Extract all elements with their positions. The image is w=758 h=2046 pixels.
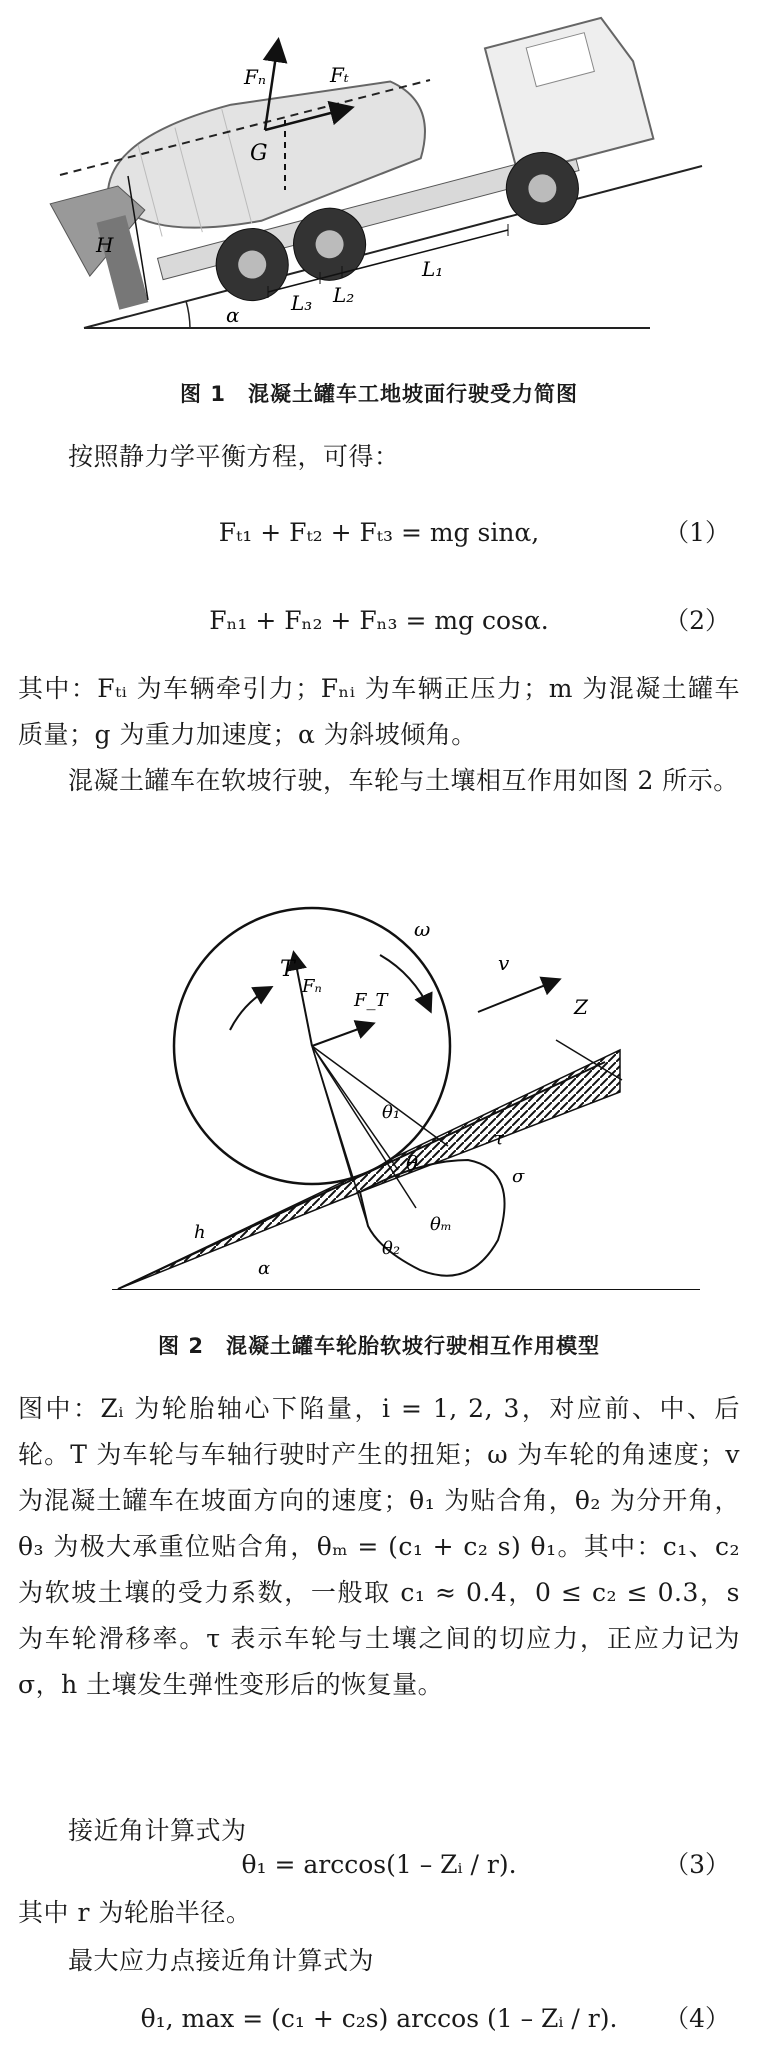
paragraph-4: 图中：Zᵢ 为轮胎轴心下陷量，i = 1, 2, 3，对应前、中、后轮。T 为车轮与车轴行驶时产生的扭矩；ω 为车轮的角速度；v 为混凝土罐车在坡面方向的速度；θ₁ 为贴合角，θ₂ 为分开角，θ₃ 为极大承重位贴合角，θₘ = (c₁ + c₂ s) θ₁。其中：c₁、c₂ 为软坡土壤的受力系数，一般取 c₁ ≈ 0.4，0 ≤ c₂ ≤ 0.3，s 为车轮滑移率。τ 表示车轮与土壤之间的切应力，正应力记为 σ，h 土壤发生弹性变形后的恢复量。 — [18, 1394, 740, 1699]
paragraph-3: 混凝土罐车在软坡行驶，车轮与土壤相互作用如图 2 所示。 — [68, 766, 739, 795]
label-thetam: θₘ — [430, 1214, 452, 1235]
equation-4-number: （4） — [664, 2004, 730, 2033]
label-tau: τ — [494, 1128, 504, 1149]
figure-2-caption: 图 2 混凝土罐车轮胎软坡行驶相互作用模型 — [158, 1334, 600, 1358]
equation-2-body: Fₙ₁ + Fₙ₂ + Fₙ₃ = mg cosα. — [209, 606, 549, 635]
figure-1-diagram — [0, 0, 758, 340]
label-h: H — [96, 233, 114, 257]
label-alpha2: α — [258, 1258, 271, 1279]
label-ft: Fₜ — [330, 63, 349, 87]
label-theta1: θ₁ — [382, 1102, 401, 1123]
paragraph-5: 接近角计算式为 — [68, 1816, 247, 1845]
equation-2-number: （2） — [664, 606, 730, 635]
equation-1-body: Fₜ₁ + Fₜ₂ + Fₜ₃ = mg sinα, — [218, 518, 540, 547]
paragraph-1: 按照静力学平衡方程，可得： — [68, 442, 400, 471]
label-ft2: F_T — [354, 990, 388, 1011]
label-alpha: α — [226, 303, 240, 327]
label-h2: h — [194, 1222, 206, 1243]
equation-1-number: （1） — [664, 518, 730, 547]
label-l3: L₃ — [291, 291, 313, 315]
label-theta2: θ₂ — [382, 1238, 401, 1259]
label-omega: ω — [414, 917, 431, 941]
equation-4 — [0, 1996, 758, 2042]
paragraph-6: 其中 r 为轮胎半径。 — [18, 1898, 252, 1927]
label-fn: Fₙ — [244, 65, 266, 89]
equation-3-body: θ₁ = arccos(1 – Zᵢ / r). — [241, 1850, 517, 1879]
equation-3-number: （3） — [664, 1850, 730, 1879]
label-theta: θ — [406, 1151, 419, 1175]
figure-1-caption: 图 1 混凝土罐车工地坡面行驶受力简图 — [180, 382, 578, 406]
equation-2 — [0, 598, 758, 644]
paragraph-2: 其中：Fₜᵢ 为车辆牵引力；Fₙᵢ 为车辆正压力；m 为混凝土罐车质量；g 为重力加速度；α 为斜坡倾角。 — [18, 674, 740, 749]
label-l1: L₁ — [422, 257, 444, 281]
label-g: G — [250, 141, 268, 166]
figure-2-diagram — [0, 870, 758, 1290]
label-z: Z — [574, 995, 588, 1019]
label-t: T — [280, 957, 295, 982]
equation-3 — [0, 1842, 758, 1888]
equation-1 — [0, 510, 758, 556]
equation-4-body: θ₁, max = (c₁ + c₂s) arccos (1 – Zᵢ / r). — [140, 2004, 618, 2033]
paragraph-7: 最大应力点接近角计算式为 — [68, 1946, 375, 1975]
label-l2: L₂ — [333, 283, 355, 307]
label-fn2: Fₙ — [302, 976, 322, 997]
label-sigma: σ — [512, 1166, 525, 1187]
label-v: v — [498, 951, 510, 975]
